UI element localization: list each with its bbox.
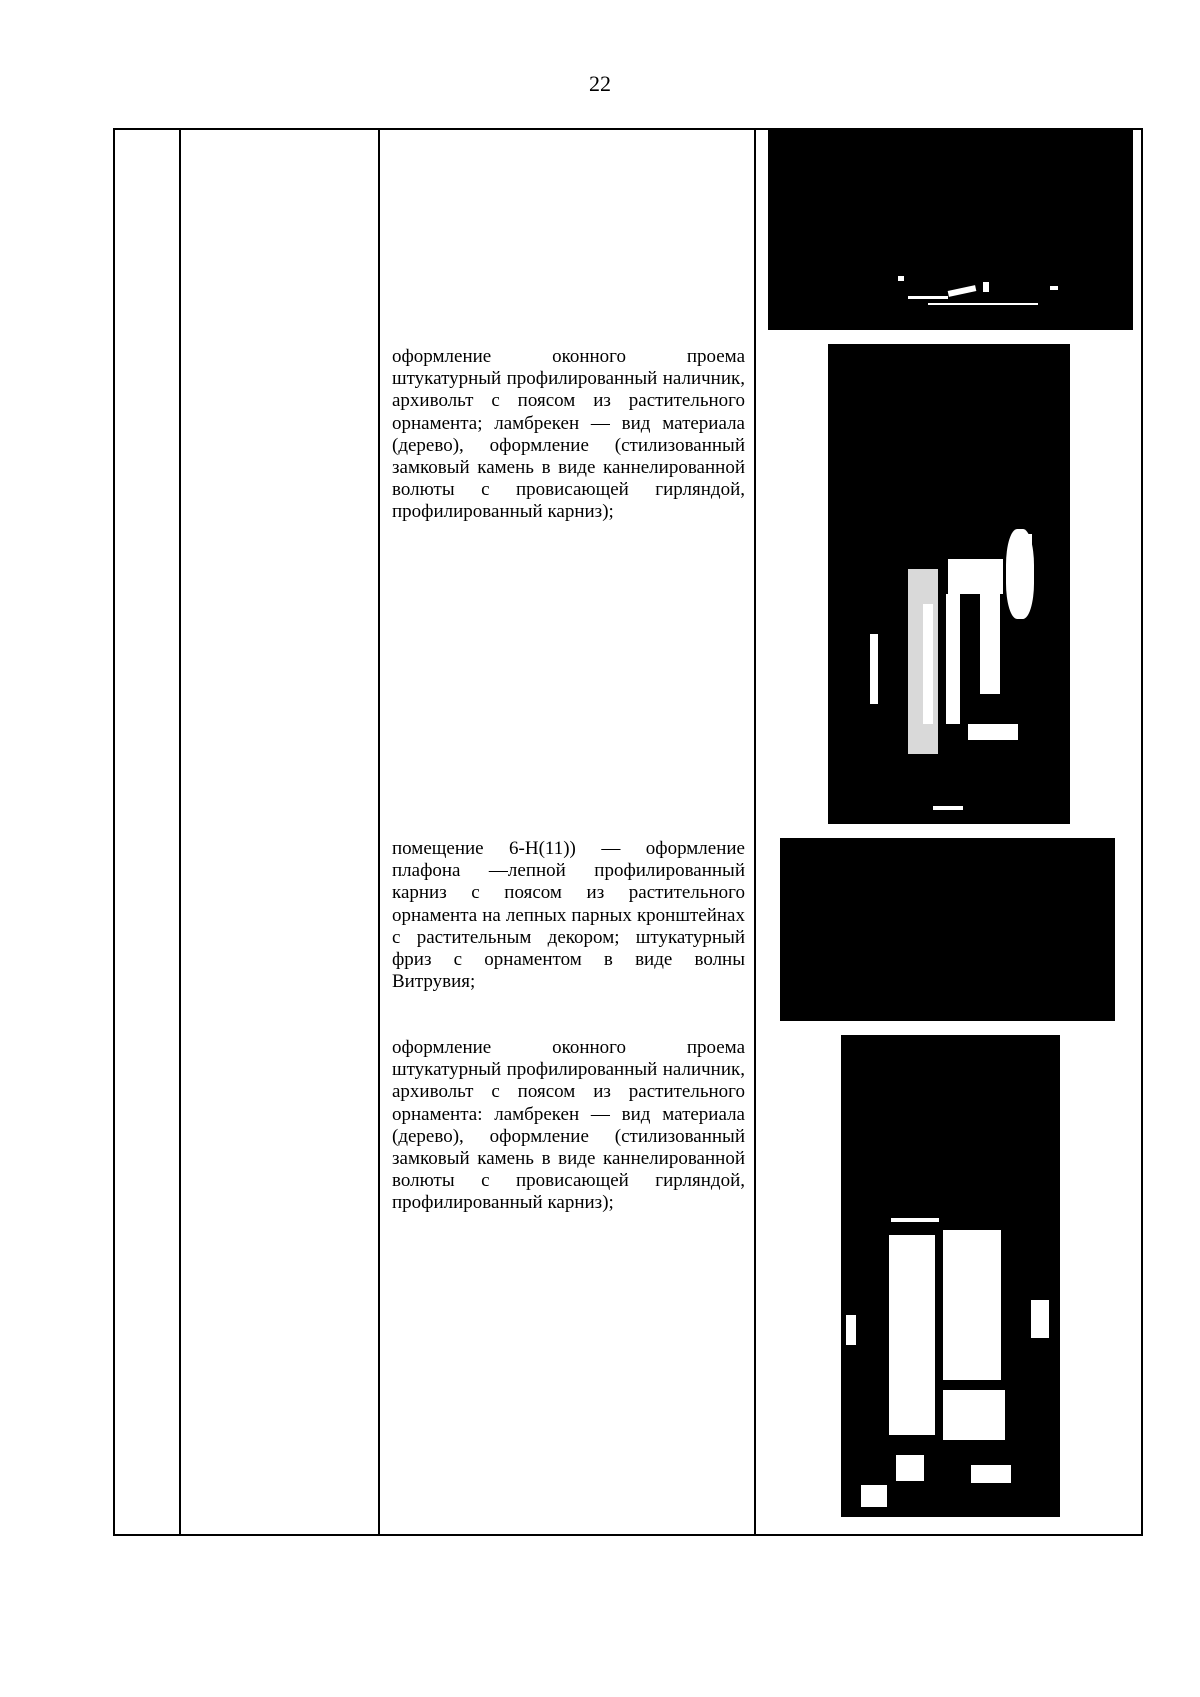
page-number: 22 [589, 71, 611, 96]
window-photo-1 [828, 344, 1070, 824]
row-2-description: оформление оконного проема штукатурный профилированный наличник, архивольт с поясом из растительного орнамента; ламбрекен — вид материала (дерево), оформление (стилизованный замковый камень в виде каннелированной волюты с провисающей гирляндой, профилированный карниз); [392, 346, 745, 523]
ceiling-photo [780, 838, 1115, 1021]
column-divider-3 [754, 128, 756, 1536]
column-divider-1 [179, 128, 181, 1536]
column-divider-2 [378, 128, 380, 1536]
row-3-description: помещение 6-Н(11)) — оформление плафона —лепной профилированный карниз с поясом из растительного орнамента на лепных парных кронштейнах с растительным декором; штукатурный фриз с орнаментом в виде волны Витрувия; [392, 838, 745, 993]
interior-photo-1 [768, 128, 1133, 330]
window-photo-2 [841, 1035, 1060, 1517]
row-4-description: оформление оконного проема штукатурный профилированный наличник, архивольт с поясом из растительного орнамента: ламбрекен — вид материала (дерево), оформление (стилизованный замковый камень в виде каннелированной волюты с провисающей гирляндой, профилированный карниз); [392, 1037, 745, 1214]
